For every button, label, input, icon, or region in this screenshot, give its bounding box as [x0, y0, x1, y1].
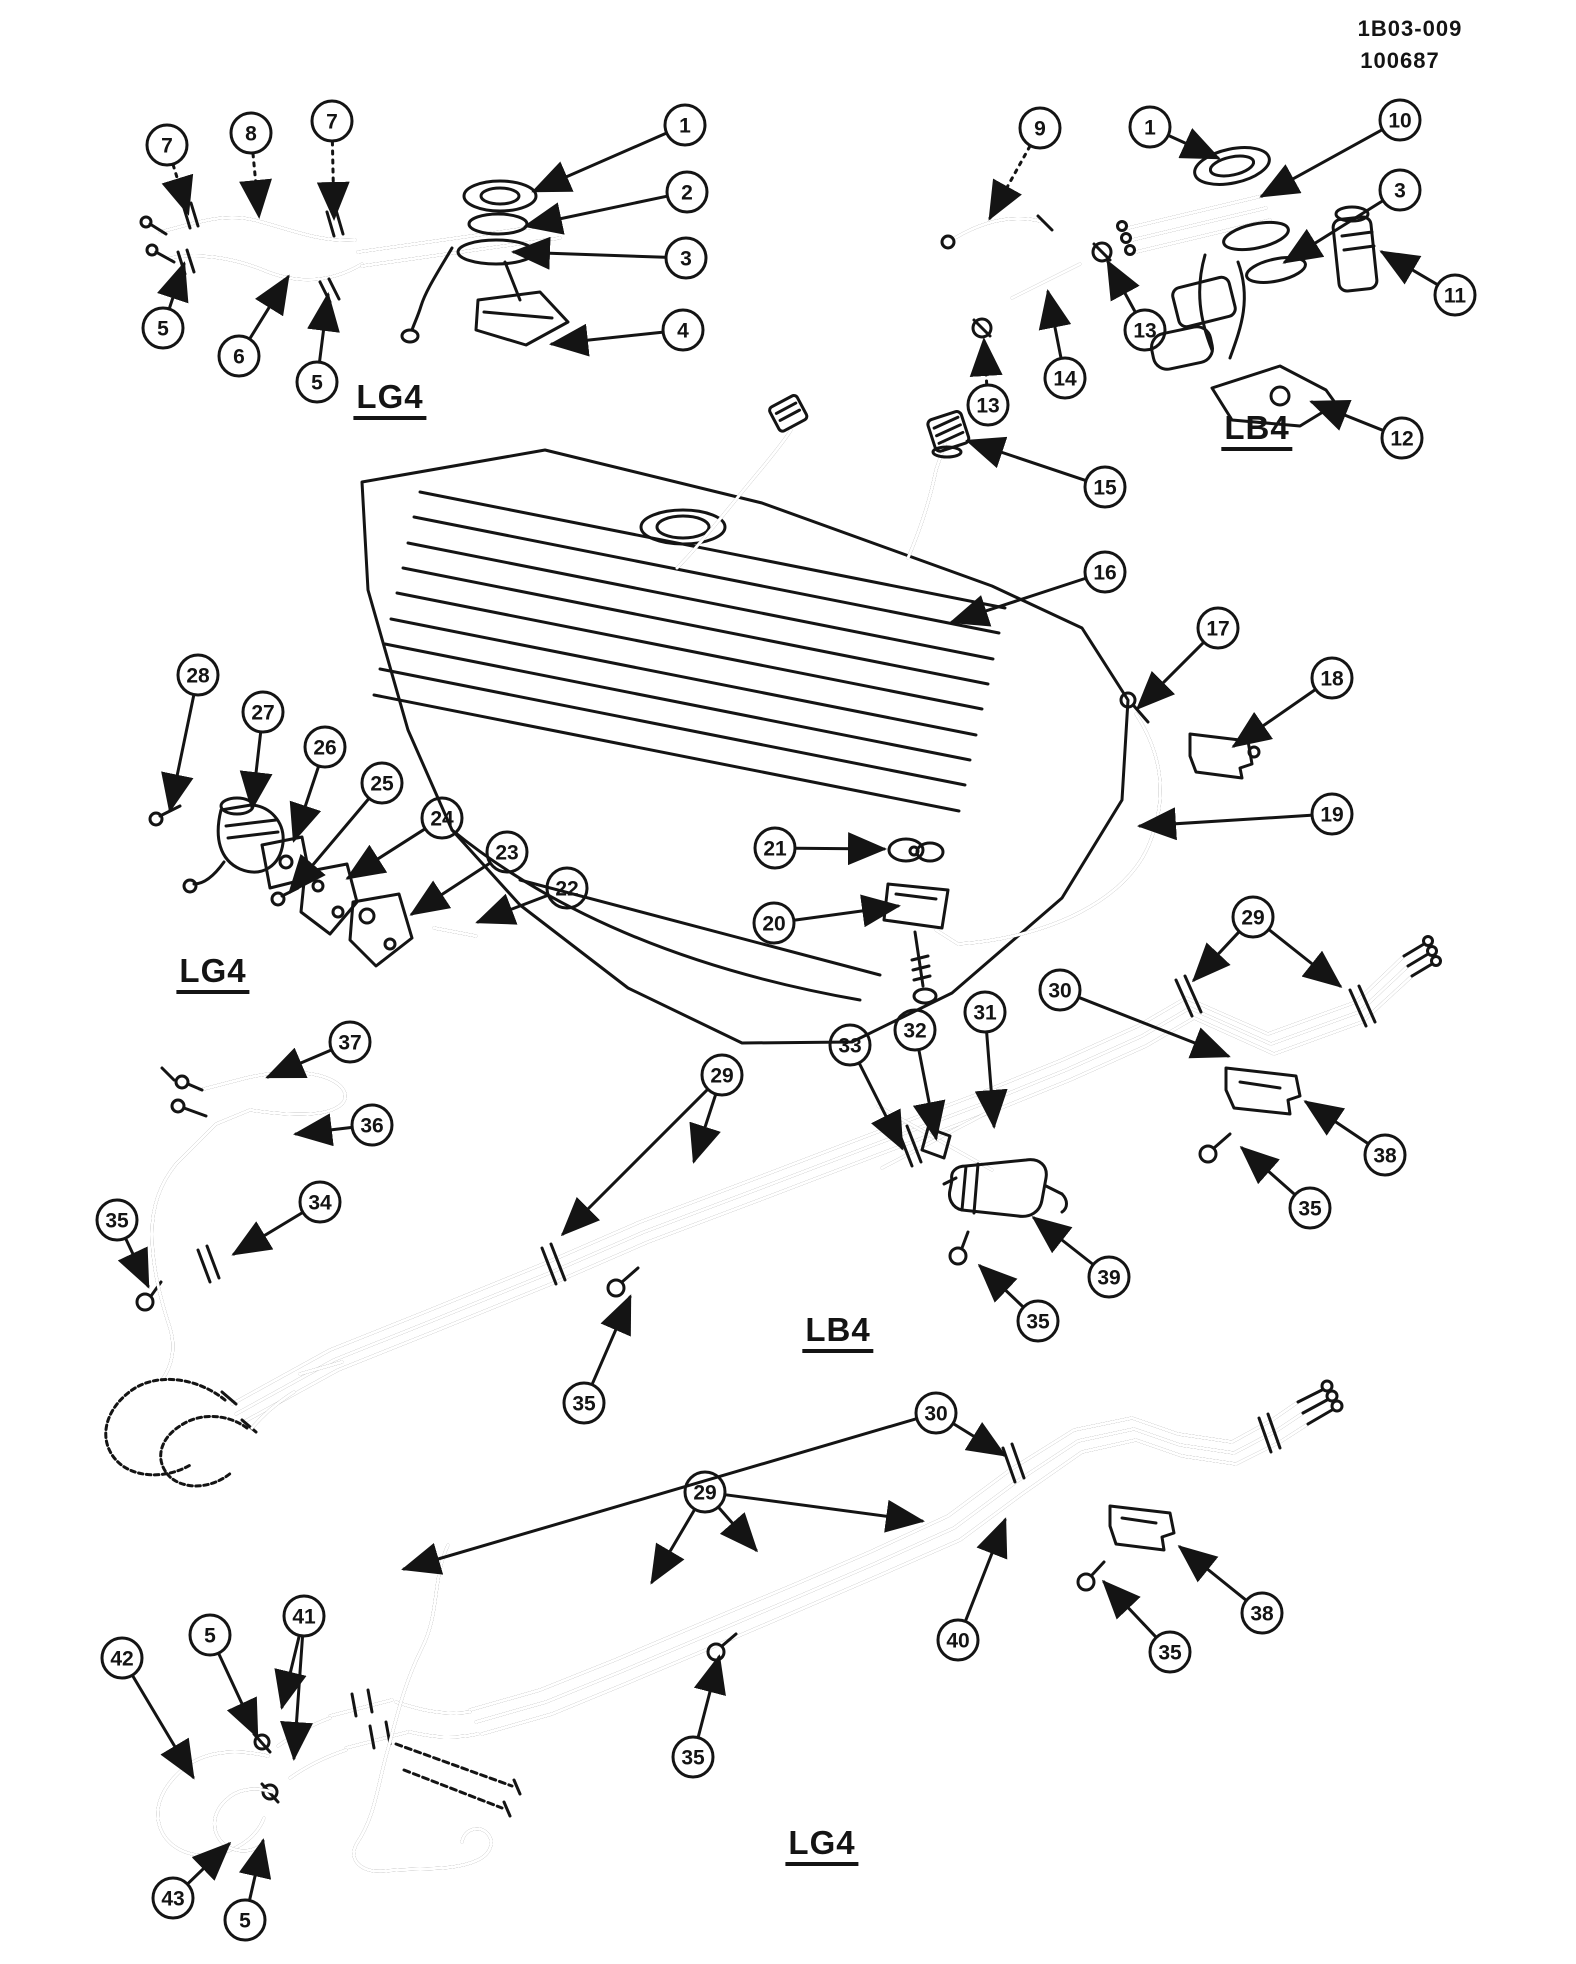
callout-number: 38 — [1250, 1602, 1274, 1626]
callout-number: 7 — [326, 110, 338, 134]
callout-11 — [1382, 252, 1475, 315]
lg4-cam-lock-ring — [464, 181, 536, 211]
filler-neck — [677, 394, 970, 568]
callout-number: 42 — [110, 1647, 134, 1671]
callout-number: 37 — [338, 1031, 362, 1055]
bolt-35 — [950, 1248, 966, 1264]
callout-34 — [234, 1182, 340, 1254]
callout-5 — [225, 1841, 265, 1940]
callout-number: 34 — [308, 1191, 332, 1215]
leader-line — [796, 848, 884, 849]
front-pipe-37 — [152, 1072, 345, 1380]
callout-24 — [348, 798, 462, 878]
callout-26 — [294, 727, 345, 840]
callout-number: 1 — [1144, 116, 1156, 140]
leader-line — [526, 196, 667, 226]
callout-38 — [1306, 1102, 1405, 1175]
callout-14 — [1045, 292, 1085, 398]
leader-line — [1270, 930, 1341, 986]
callout-8 — [231, 113, 271, 216]
callout-number: 16 — [1093, 561, 1117, 585]
plate-23 — [350, 894, 412, 966]
lb4-sender-gasket — [1244, 253, 1307, 287]
callout-7 — [147, 125, 188, 213]
leader-line — [1108, 262, 1135, 312]
leader-line — [170, 696, 194, 810]
leader-line — [250, 277, 288, 338]
leader-line — [984, 340, 987, 384]
lg4-fuel-lines — [158, 1381, 1342, 1871]
braided-hose — [161, 1416, 247, 1486]
callout-37 — [268, 1022, 370, 1077]
leader-line — [1104, 1582, 1156, 1637]
tank-straps — [884, 693, 1259, 1003]
lb4-cam-lock-ring — [1191, 141, 1272, 190]
callout-number: 25 — [370, 772, 394, 796]
callout-number: 32 — [903, 1019, 927, 1043]
leader-line — [652, 1510, 694, 1582]
callout-number: 8 — [245, 122, 257, 146]
lb4-sender-flange — [1221, 217, 1291, 254]
leader-line — [1140, 815, 1311, 826]
callout-number: 41 — [292, 1605, 316, 1629]
callout-9 — [990, 108, 1060, 218]
callout-number: 27 — [251, 701, 275, 725]
leader-line — [698, 1657, 719, 1737]
engine-label-lb4: LB4 — [1221, 411, 1292, 451]
callout-35 — [980, 1266, 1058, 1341]
callout-5 — [190, 1615, 257, 1736]
callout-number: 30 — [1048, 979, 1072, 1003]
callout-number: 38 — [1373, 1144, 1397, 1168]
callout-number: 35 — [105, 1209, 129, 1233]
callout-number: 12 — [1390, 427, 1414, 451]
callout-number: 15 — [1093, 476, 1117, 500]
callout-number: 11 — [1443, 284, 1467, 308]
callout-layer — [97, 100, 1475, 1940]
callout-number: 9 — [1034, 117, 1046, 141]
callout-1 — [1130, 107, 1218, 158]
leader-line — [966, 1520, 1005, 1620]
callout-number: 13 — [1133, 319, 1157, 343]
doc-number: 1B03-009 — [1357, 16, 1463, 41]
callout-number: 10 — [1388, 109, 1412, 133]
leader-line — [1262, 130, 1382, 196]
callout-number: 35 — [572, 1392, 596, 1416]
line-bracket-38 — [1110, 1506, 1174, 1550]
leader-line — [294, 767, 318, 840]
callout-number: 2 — [681, 181, 693, 205]
callout-35 — [1242, 1148, 1330, 1228]
callout-3 — [514, 238, 706, 278]
fuel-tank — [362, 450, 1128, 1043]
callout-7 — [312, 101, 352, 218]
line-clamp — [1350, 986, 1375, 1026]
callout-number: 40 — [946, 1629, 970, 1653]
engine-label-lg4: LG4 — [176, 954, 249, 994]
engine-label-lb4: LB4 — [802, 1313, 873, 1353]
callout-16 — [952, 552, 1125, 622]
callout-12 — [1312, 402, 1422, 458]
leader-line — [296, 1128, 351, 1135]
callout-number: 21 — [763, 837, 787, 861]
lg4-sender-assembly — [141, 181, 568, 345]
lb4-fuel-lines — [106, 937, 1441, 1486]
callout-35 — [97, 1200, 148, 1286]
doc-date-code: 100687 — [1360, 48, 1440, 73]
leader-line — [252, 733, 261, 808]
vapor-pump-cluster — [150, 798, 476, 966]
lb4-sender-assembly — [942, 141, 1378, 426]
callout-1 — [534, 105, 705, 191]
line-bracket-38 — [1226, 1068, 1300, 1114]
lg4-pump-strainer — [476, 292, 568, 345]
leader-line — [1312, 402, 1383, 430]
callout-42 — [102, 1638, 193, 1777]
callout-number: 1 — [679, 114, 691, 138]
engine-label-lg4: LG4 — [785, 1826, 858, 1866]
callout-13 — [1108, 262, 1165, 350]
leader-line — [968, 441, 1085, 480]
leader-line — [563, 1090, 707, 1234]
callout-4 — [552, 310, 703, 350]
leader-line — [726, 1495, 922, 1521]
fuel-filter-39 — [944, 1160, 1067, 1217]
callout-36 — [296, 1105, 392, 1145]
callout-30 — [404, 1393, 1004, 1569]
leader-line — [1242, 1148, 1294, 1194]
callout-number: 22 — [555, 877, 579, 901]
callout-20 — [754, 903, 898, 943]
callout-number: 33 — [838, 1034, 862, 1058]
callout-29 — [1194, 897, 1340, 986]
callout-5 — [143, 264, 184, 348]
leader-line — [412, 864, 489, 915]
callout-29 — [652, 1472, 922, 1582]
leader-line — [253, 154, 259, 216]
leader-line — [514, 252, 665, 257]
leader-line — [1138, 643, 1203, 708]
callout-number: 17 — [1206, 617, 1230, 641]
callout-35 — [673, 1657, 719, 1777]
callout-35 — [1104, 1582, 1190, 1672]
leader-line — [348, 829, 424, 878]
callout-number: 3 — [680, 247, 692, 271]
callout-28 — [170, 655, 218, 810]
callout-number: 5 — [239, 1909, 251, 1933]
callout-number: 43 — [161, 1887, 185, 1911]
callout-number: 28 — [186, 664, 210, 688]
callout-number: 24 — [430, 807, 454, 831]
leader-line — [1306, 1102, 1368, 1143]
leader-line — [332, 142, 334, 218]
callout-number: 6 — [233, 345, 245, 369]
callout-number: 19 — [1320, 803, 1344, 827]
leader-line — [170, 264, 185, 308]
leader-line — [1169, 136, 1218, 158]
callout-number: 5 — [311, 371, 323, 395]
bolt-25 — [272, 893, 284, 905]
leader-line — [173, 165, 188, 213]
leader-line — [1048, 292, 1061, 357]
leader-line — [1194, 932, 1239, 980]
callout-number: 35 — [1158, 1641, 1182, 1665]
callout-41 — [282, 1596, 324, 1758]
callout-number: 36 — [360, 1114, 384, 1138]
callout-number: 29 — [1241, 906, 1265, 930]
u-hose-42 — [158, 1752, 268, 1856]
callout-number: 14 — [1053, 367, 1077, 391]
leader-line — [404, 1419, 916, 1569]
lg4-sender-wire — [412, 248, 452, 330]
callout-21 — [755, 828, 884, 868]
leader-line — [188, 1844, 229, 1883]
callout-number: 29 — [710, 1064, 734, 1088]
leader-line — [795, 906, 898, 920]
leader-line — [133, 1676, 193, 1777]
leader-line — [1034, 1218, 1093, 1264]
callout-2 — [526, 172, 707, 226]
leader-line — [980, 1266, 1023, 1307]
callout-number: 23 — [495, 841, 519, 865]
leader-line — [1180, 1547, 1246, 1600]
marked-hose — [396, 1744, 512, 1786]
callout-number: 39 — [1097, 1266, 1121, 1290]
callout-number: 31 — [973, 1001, 997, 1025]
leader-line — [954, 1424, 1004, 1455]
leader-line — [694, 1095, 716, 1161]
leader-line — [219, 1654, 257, 1736]
callout-33 — [830, 1025, 902, 1148]
callout-39 — [1034, 1218, 1129, 1297]
callout-number: 30 — [924, 1402, 948, 1426]
leader-line — [126, 1239, 148, 1286]
leader-line — [234, 1213, 302, 1254]
engine-label-lg4: LG4 — [353, 380, 426, 420]
callout-number: 5 — [157, 317, 169, 341]
callout-number: 35 — [1298, 1197, 1322, 1221]
callout-number: 29 — [693, 1481, 717, 1505]
callout-number: 13 — [976, 394, 1000, 418]
callout-29 — [563, 1055, 742, 1234]
callout-number: 26 — [313, 736, 337, 760]
callout-6 — [219, 277, 288, 376]
callout-number: 35 — [1026, 1310, 1050, 1334]
callout-27 — [243, 692, 283, 808]
callout-number: 35 — [681, 1746, 705, 1770]
callout-38 — [1180, 1547, 1282, 1633]
callout-35 — [564, 1297, 630, 1423]
callout-25 — [290, 763, 402, 892]
callout-number: 20 — [762, 912, 786, 936]
callout-5 — [297, 295, 337, 402]
callout-18 — [1234, 658, 1352, 746]
clamp-34 — [198, 1246, 219, 1282]
leader-line — [1234, 690, 1315, 746]
callout-number: 5 — [204, 1624, 216, 1648]
callout-40 — [938, 1520, 1005, 1660]
callout-17 — [1138, 608, 1238, 708]
leader-line — [320, 295, 328, 361]
callout-number: 7 — [161, 134, 173, 158]
leader-line — [282, 1636, 299, 1707]
leader-line — [552, 332, 662, 344]
callout-number: 4 — [677, 319, 689, 343]
callout-13 — [968, 340, 1008, 425]
callout-number: 18 — [1320, 667, 1344, 691]
leader-line — [1382, 252, 1437, 284]
bolt-28 — [150, 813, 162, 825]
leader-line — [592, 1297, 630, 1384]
callout-19 — [1140, 794, 1352, 834]
callout-15 — [968, 441, 1125, 507]
leader-line — [719, 1508, 756, 1550]
callout-31 — [965, 992, 1005, 1126]
braided-hose — [106, 1379, 225, 1474]
leader-line — [534, 133, 666, 191]
leader-line — [990, 146, 1030, 218]
callout-number: 3 — [1394, 179, 1406, 203]
